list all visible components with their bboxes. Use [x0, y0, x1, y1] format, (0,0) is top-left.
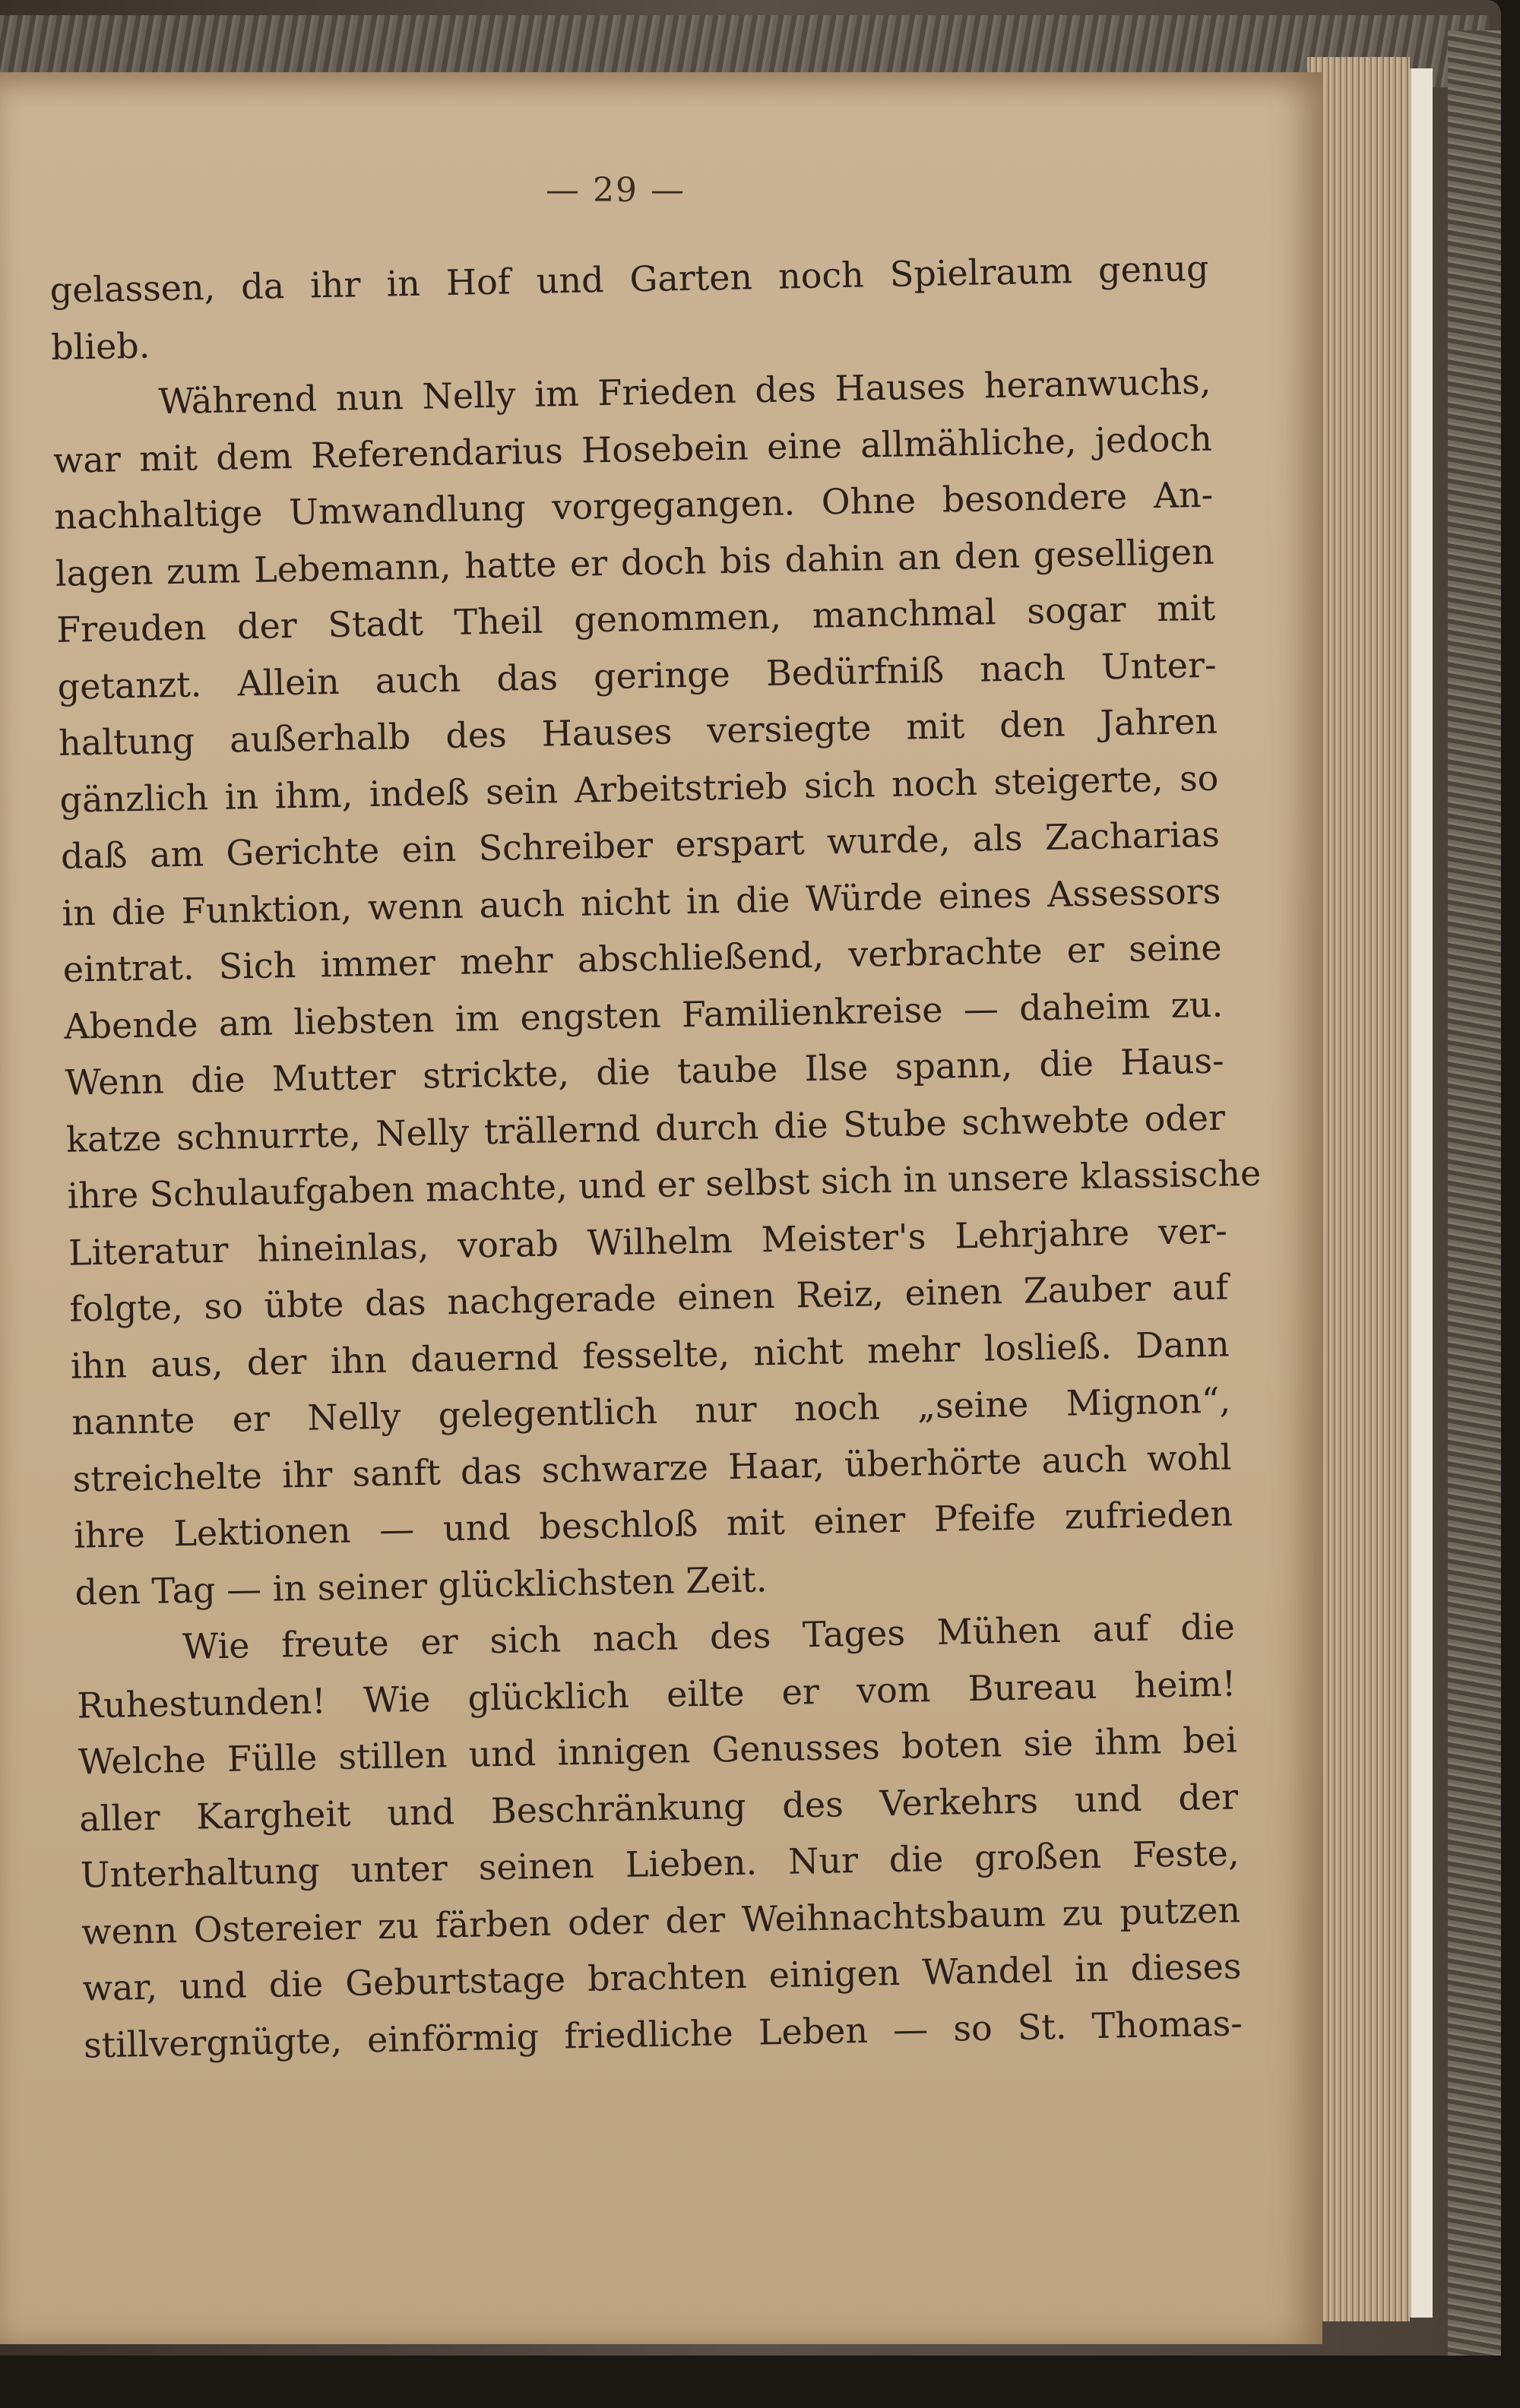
- text-line: katze schnurrte, Nelly trällernd durch die Stube schwebte oder: [65, 1096, 1226, 1160]
- text-line: Unterhaltung unter seinen Lieben. Nur die großen Feste,: [80, 1832, 1240, 1896]
- text-line: eintrat. Sich immer mehr abschließend, verbrachte er seine: [62, 926, 1223, 990]
- text-line: nannte er Nelly gelegentlich nur noch „seine Mignon“,: [71, 1379, 1231, 1443]
- text-line: lagen zum Lebemann, hatte er doch bis dahin an den geselligen: [55, 530, 1215, 594]
- text-line: haltung außerhalb des Hauses versiegte mit den Jahren: [58, 700, 1218, 764]
- book-page: [0, 72, 1322, 2344]
- text-line: daß am Gerichte ein Schreiber erspart wurde, als Zacharias: [60, 813, 1221, 877]
- page-text: [49, 240, 1262, 2074]
- text-line: wenn Ostereier zu färben oder der Weihnachtsbaum zu putzen: [81, 1888, 1241, 1953]
- text-line: ihn aus, der ihn dauernd fesselte, nicht mehr losließ. Dann: [70, 1322, 1230, 1387]
- text-line: in die Funktion, wenn auch nicht in die Würde eines Assessors: [61, 870, 1221, 934]
- text-line: Wie freute er sich nach des Tages Mühen auf die: [182, 1606, 1236, 1667]
- text-line: Abende am liebsten im engsten Familienkreise — daheim zu.: [63, 983, 1224, 1047]
- text-line: folgte, so übte das nachgerade einen Reiz, einen Zauber auf: [68, 1266, 1229, 1330]
- page-stack-edges: [1307, 57, 1410, 2321]
- text-line: gelassen, da ihr in Hof und Garten noch Spielraum genug: [49, 247, 1209, 311]
- text-line: den Tag — in seiner glücklichsten Zeit.: [74, 1558, 768, 1613]
- text-line: blieb.: [50, 324, 150, 368]
- text-line: stillvergnügte, einförmig friedliche Leben — so St. Thomas-: [83, 2001, 1243, 2066]
- page-number: — 29 —: [546, 171, 686, 210]
- text-line: ihre Schulaufgaben machte, und er selbst sich in unsere klassische: [67, 1152, 1262, 1217]
- cover-binding-right: [1448, 30, 1501, 2356]
- text-line: Wenn die Mutter strickte, die taube Ilse spann, die Haus-: [65, 1039, 1224, 1103]
- text-line: streichelte ihr sanft das schwarze Haar, überhörte auch wohl: [72, 1435, 1232, 1500]
- text-line: Welche Fülle stillen und innigen Genusses boten sie ihm bei: [78, 1719, 1238, 1783]
- text-line: Freuden der Stadt Theil genommen, manchmal sogar mit: [55, 587, 1216, 650]
- text-line: Während nun Nelly im Frieden des Hauses heranwuchs,: [158, 360, 1211, 422]
- text-line: getanzt. Allein auch das geringe Bedürfniß nach Unter-: [57, 644, 1217, 707]
- text-line: war mit dem Referendarius Hosebein eine allmähliche, jedoch: [52, 417, 1213, 481]
- text-line: ihre Lektionen — und beschloß mit einer Pfeife zufrieden: [73, 1492, 1233, 1556]
- text-line: Ruhestunden! Wie glücklich eilte er vom Bureau heim!: [76, 1662, 1237, 1726]
- text-line: war, und die Geburtstage brachten einigen Wandel in dieses: [82, 1945, 1242, 2009]
- text-line: aller Kargheit und Beschränkung des Verkehrs und der: [78, 1775, 1239, 1840]
- text-line: nachhaltige Umwandlung vorgegangen. Ohne besondere An-: [53, 473, 1214, 537]
- endpaper-edge: [1410, 68, 1433, 2318]
- text-line: gänzlich in ihm, indeß sein Arbeitstrieb sich noch steigerte, so: [59, 757, 1219, 821]
- text-line: Literatur hineinlas, vorab Wilhelm Meister's Lehrjahre ver-: [68, 1209, 1228, 1274]
